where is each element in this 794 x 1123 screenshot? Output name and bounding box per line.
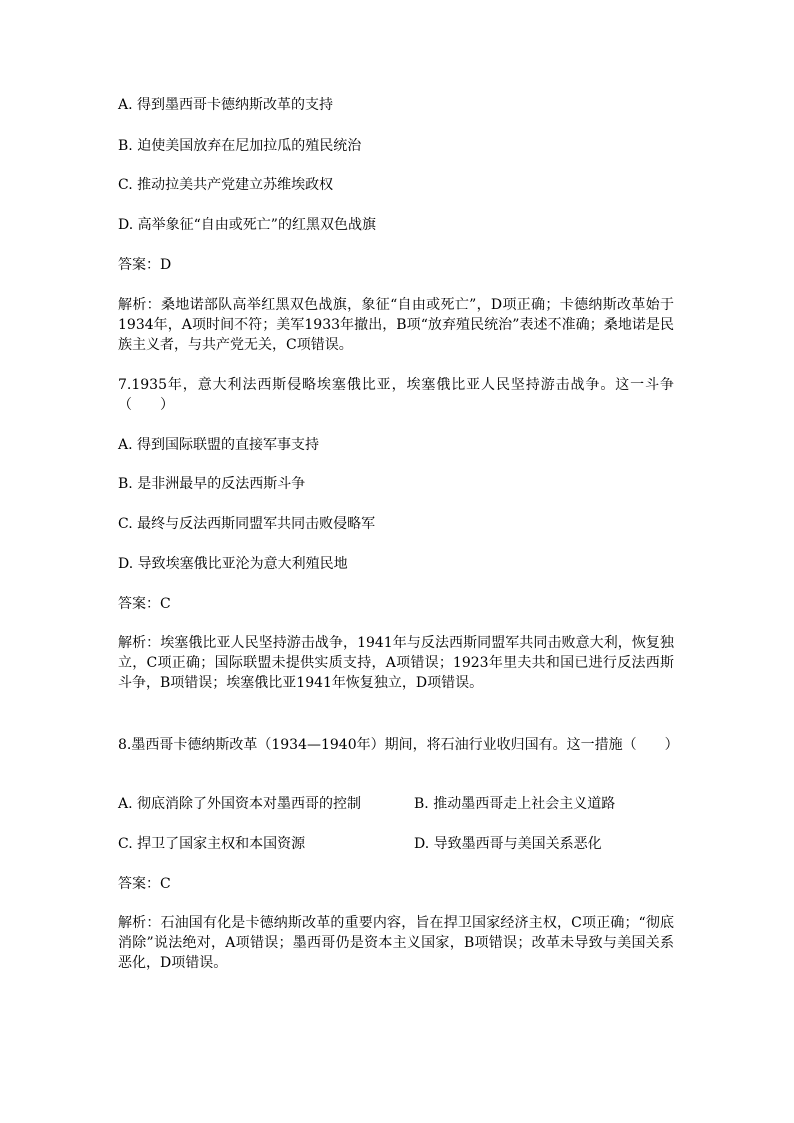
- q7-stem: 7.1935年，意大利法西斯侵略埃塞俄比亚，埃塞俄比亚人民坚持游击战争。这一斗争（ ）: [118, 377, 674, 413]
- q7-analysis: 解析：埃塞俄比亚人民坚持游击战争，1941年与反法西斯同盟军共同击败意大利，恢复独立，C项正确；国际联盟未提供实质支持，A项错误；1923年里夫共和国已进行反法西斯斗争，B项错误；埃塞俄比亚1941年恢复独立，D项错误。: [118, 635, 674, 691]
- q8-answer: 答案：C: [118, 876, 171, 892]
- q6-option-d: D. 高举象征“自由或死亡”的红黑双色战旗: [118, 217, 376, 233]
- q7-option-d: D. 导致埃塞俄比亚沦为意大利殖民地: [118, 556, 348, 572]
- q6-answer: 答案：D: [118, 257, 172, 273]
- q7-option-b: B. 是非洲最早的反法西斯斗争: [118, 476, 306, 492]
- q8-stem: 8.墨西哥卡德纳斯改革（1934—1940年）期间，将石油行业收归国有。这一措施（ ）: [118, 737, 679, 753]
- q8-analysis: 解析：石油国有化是卡德纳斯改革的重要内容，旨在捍卫国家经济主权，C项正确；“彻底消除”说法绝对，A项错误；墨西哥仍是资本主义国家，B项错误；改革未导致与美国关系恶化，D项错误。: [118, 915, 674, 971]
- q6-analysis: 解析：桑地诺部队高举红黑双色战旗，象征“自由或死亡”，D项正确；卡德纳斯改革始于1934年，A项时间不符；美军1933年撤出，B项“放弃殖民统治”表述不准确；桑地诺是民族主义者，与共产党无关，C项错误。: [118, 297, 674, 353]
- q6-option-a: A. 得到墨西哥卡德纳斯改革的支持: [118, 97, 334, 113]
- q8-option-a: A. 彻底消除了外国资本对墨西哥的控制: [118, 796, 362, 812]
- q6-option-c: C. 推动拉美共产党建立苏维埃政权: [118, 177, 334, 193]
- q8-option-c: C. 捍卫了国家主权和本国资源: [118, 836, 306, 852]
- q8-option-b: B. 推动墨西哥走上社会主义道路: [414, 796, 616, 812]
- q7-option-c: C. 最终与反法西斯同盟军共同击败侵略军: [118, 516, 376, 532]
- q7-answer: 答案：C: [118, 596, 171, 612]
- q8-option-d: D. 导致墨西哥与美国关系恶化: [414, 836, 602, 852]
- q7-option-a: A. 得到国际联盟的直接军事支持: [118, 437, 320, 453]
- q6-option-b: B. 迫使美国放弃在尼加拉瓜的殖民统治: [118, 138, 362, 154]
